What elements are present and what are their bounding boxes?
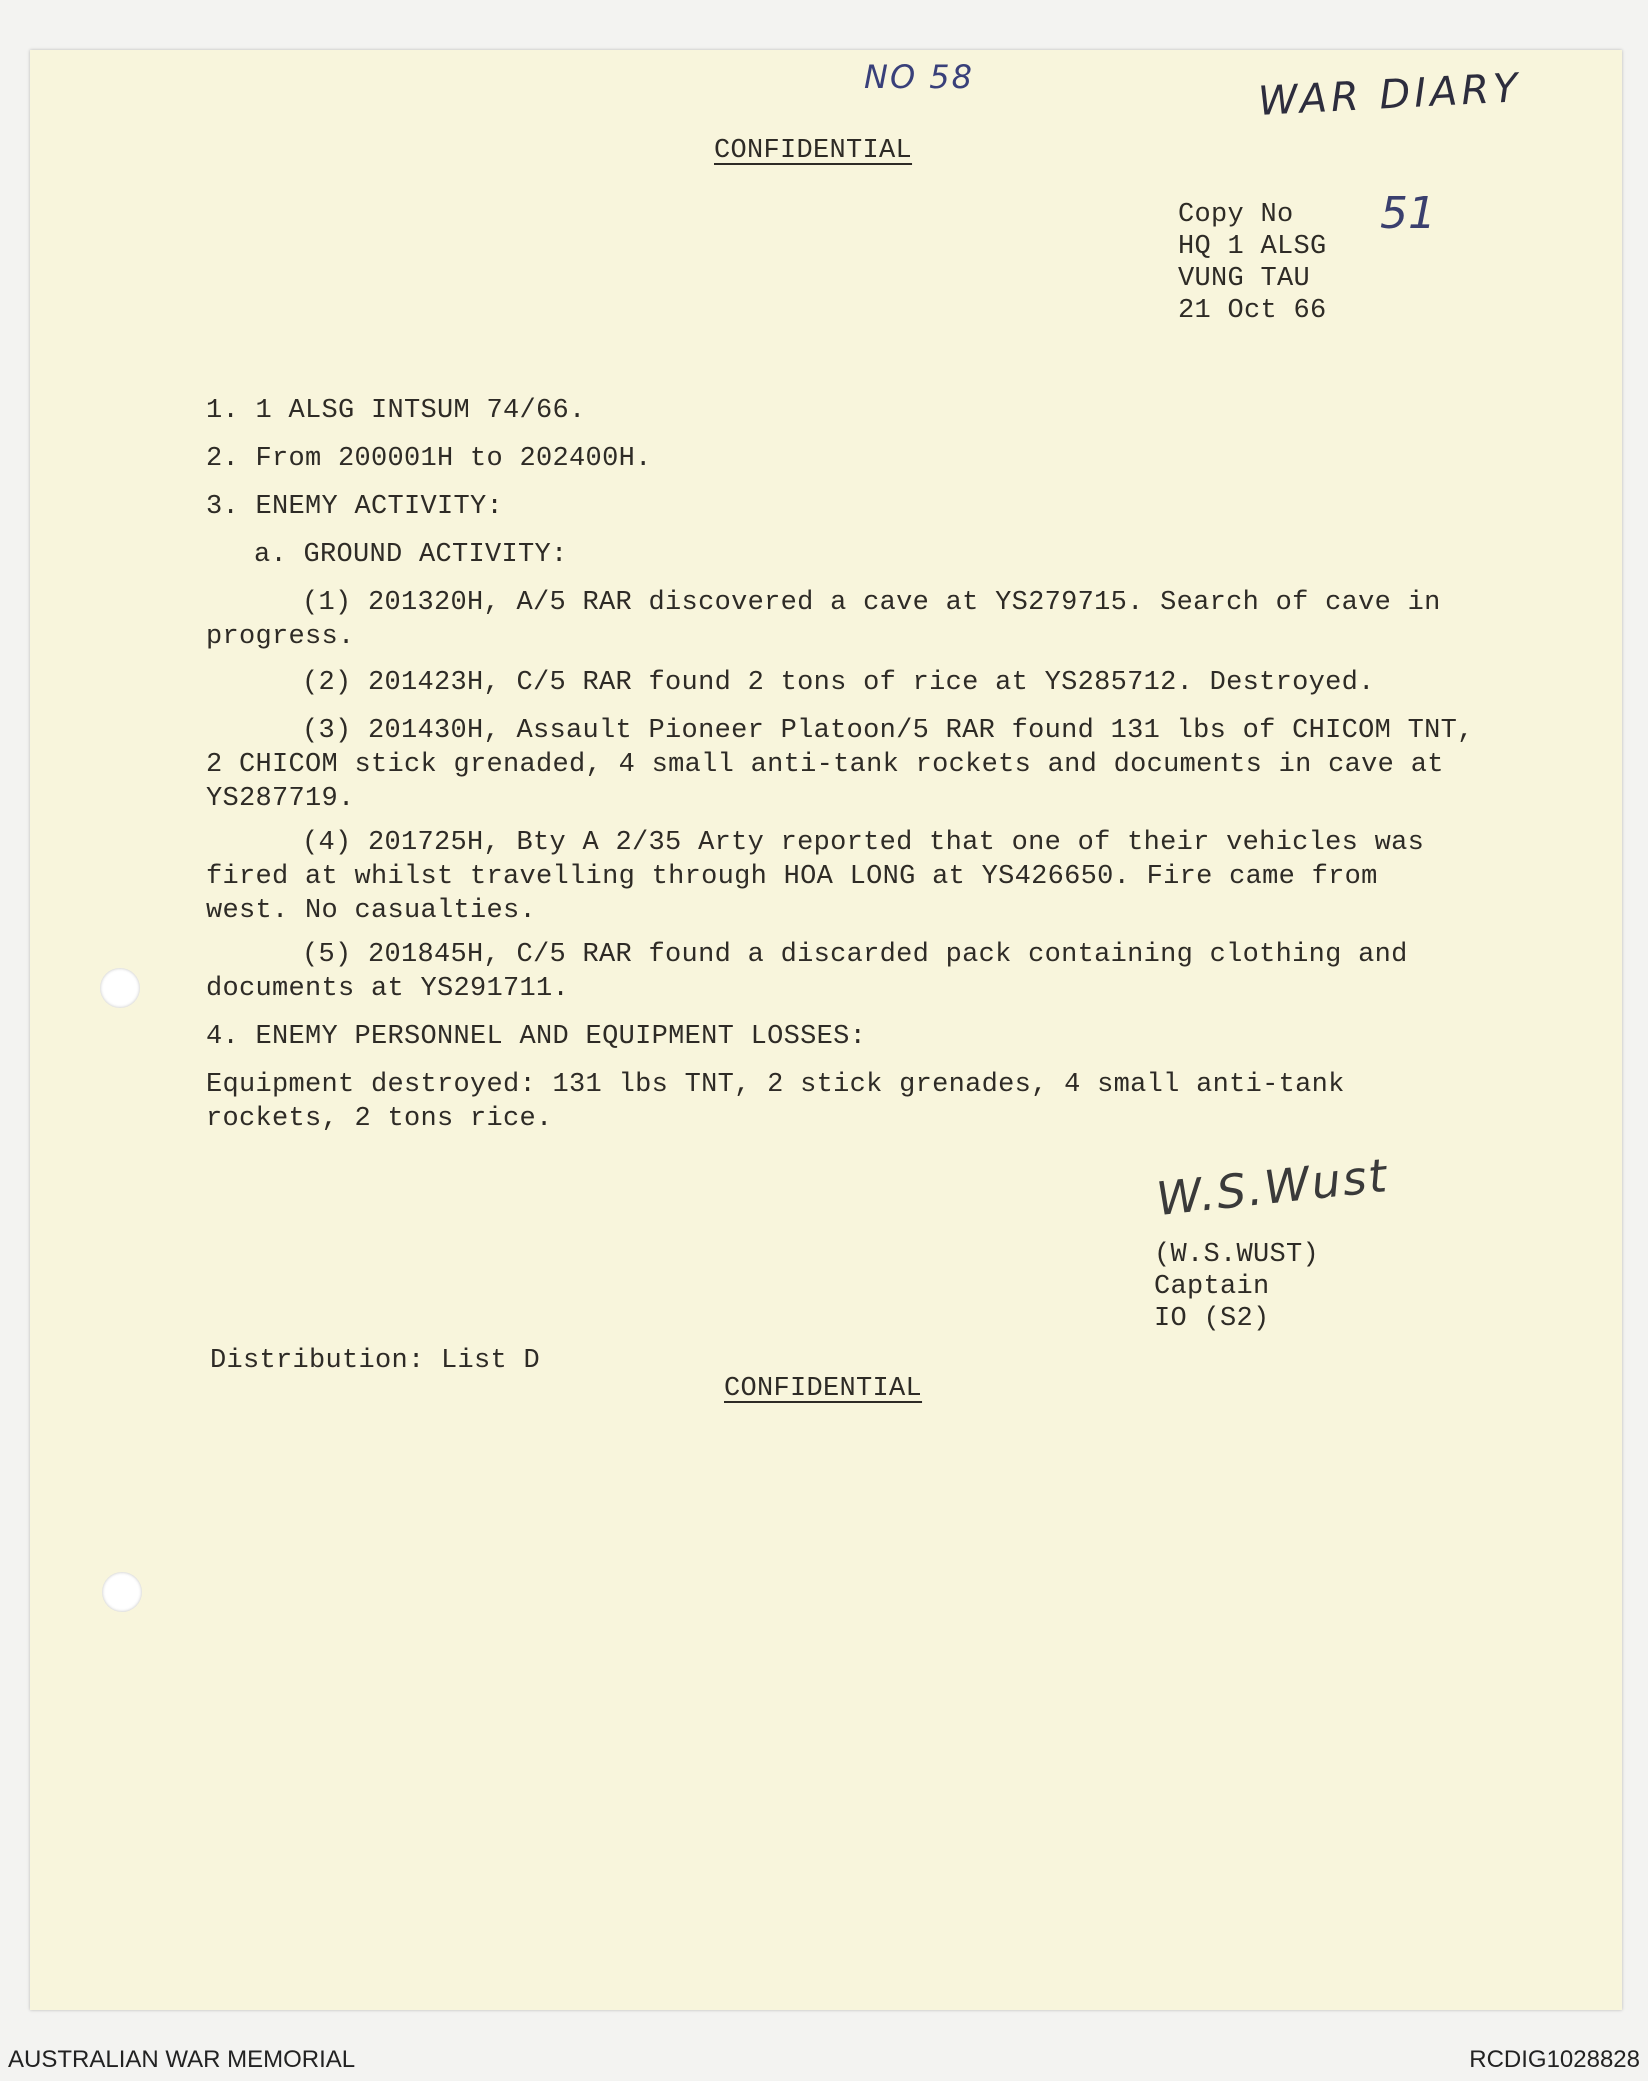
header-location: VUNG TAU <box>1178 264 1311 294</box>
signature-role: IO (S2) <box>1154 1304 1270 1334</box>
entry-4: (4) 201725H, Bty A 2/35 Arty reported that one of their vehicles was fired at whilst travelling through HOA LONG at YS426650. Fire came from west. No casualties. <box>206 828 1425 926</box>
punch-hole-top <box>100 968 140 1008</box>
handwritten-number: NO 58 <box>864 58 975 96</box>
distribution-line: Distribution: List D <box>210 1346 541 1376</box>
item-1: 1. 1 ALSG INTSUM 74/66. <box>206 396 586 426</box>
footer-archive-name: AUSTRALIAN WAR MEMORIAL <box>8 2046 356 2073</box>
header-copy-no: Copy No <box>1178 200 1294 230</box>
subheading-ground-activity: a. GROUND ACTIVITY: <box>254 540 568 570</box>
signature-rank: Captain <box>1154 1272 1270 1302</box>
handwritten-war-diary: WAR DIARY <box>1256 65 1523 125</box>
classification-top: CONFIDENTIAL <box>714 136 913 166</box>
entry-1: (1) 201320H, A/5 RAR discovered a cave at YS279715. Search of cave in progress. <box>206 588 1441 652</box>
entry-2: (2) 201423H, C/5 RAR found 2 tons of rice at YS285712. Destroyed. <box>302 668 1375 698</box>
equipment-destroyed: Equipment destroyed: 131 lbs TNT, 2 stick grenades, 4 small anti-tank rockets, 2 tons rice. <box>206 1070 1345 1134</box>
classification-bottom: CONFIDENTIAL <box>724 1374 923 1404</box>
document-page <box>30 50 1622 2010</box>
entry-5: (5) 201845H, C/5 RAR found a discarded pack containing clothing and documents at YS291711. <box>206 940 1408 1004</box>
item-2: 2. From 200001H to 202400H. <box>206 444 652 474</box>
footer-record-id: RCDIG1028828 <box>1469 2046 1640 2073</box>
item-4: 4. ENEMY PERSONNEL AND EQUIPMENT LOSSES: <box>206 1022 867 1052</box>
punch-hole-bottom <box>102 1572 142 1612</box>
header-unit: HQ 1 ALSG <box>1178 232 1327 262</box>
signature-scrawl: W.S.Wust <box>1153 1147 1392 1227</box>
header-date: 21 Oct 66 <box>1178 296 1327 326</box>
entry-3: (3) 201430H, Assault Pioneer Platoon/5 RAR found 131 lbs of CHICOM TNT, 2 CHICOM stick grenaded, 4 small anti-tank rockets and documents in cave at YS287719. <box>206 716 1474 814</box>
signature-name: (W.S.WUST) <box>1154 1240 1320 1270</box>
handwritten-copy-number: 51 <box>1380 188 1436 239</box>
item-3: 3. ENEMY ACTIVITY: <box>206 492 504 522</box>
